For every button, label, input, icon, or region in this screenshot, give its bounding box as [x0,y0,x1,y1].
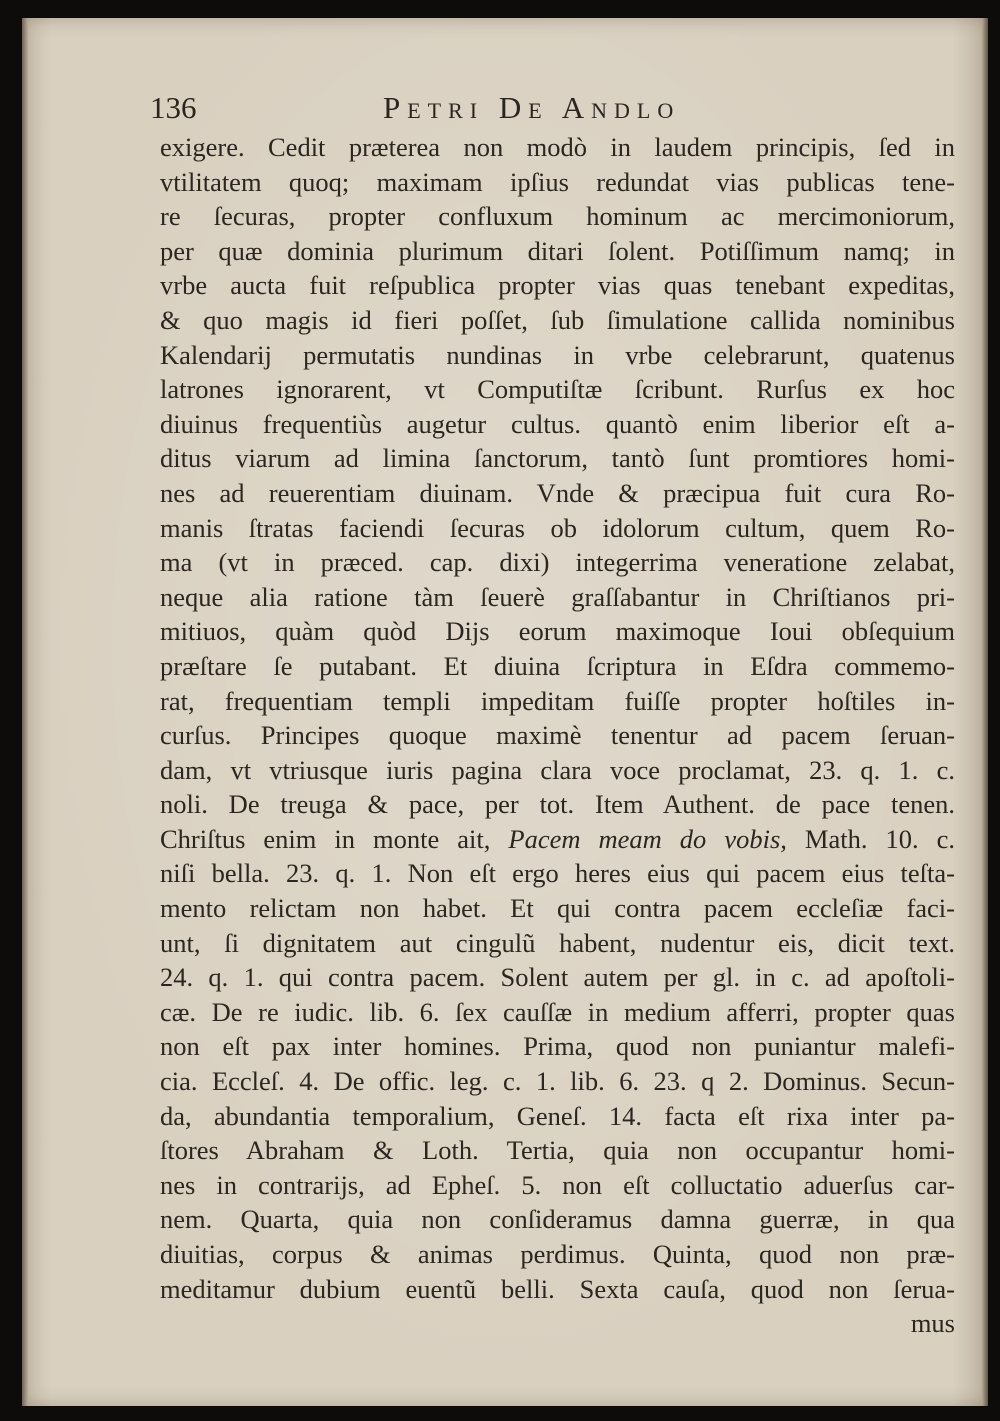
text-line: diuitias, corpus & animas perdimus. Quinta, quod non præ- [160,1239,955,1269]
text-line: ſtores Abraham & Loth. Tertia, quia non occupantur homi- [160,1135,955,1166]
page-number: 136 [150,90,197,125]
text-line: mento relictam non habet. Et qui contra pacem eccleſiæ faci- [160,893,955,924]
text-line: ma (vt in præced. cap. dixi) integerrima veneratione zelabat, [160,547,955,578]
page-edge-left [22,18,28,1406]
text-line: & quo magis id fieri poſſet, ſub ſimulatione callida nominibus [160,304,955,335]
text-line: cia. Eccleſ. 4. De offic. leg. c. 1. lib. 6. 23. q 2. Dominus. Secun- [160,1066,955,1097]
text-line: unt, ſi dignitatem aut cingulũ habent, nudentur eis, dicit text. [160,927,955,958]
text-line: re ſecuras, propter confluxum hominum ac mercimoniorum, [160,201,955,232]
text-line: meditamur dubium euentũ belli. Sexta cauſa, quod non ſerua- [160,1273,955,1304]
text-line: vtilitatem quoq; maximam ipſius redundat vias publicas tene- [160,166,955,197]
text-line: dam, vt vtriusque iuris pagina clara voce proclamat, 23. q. 1. c. [160,754,955,785]
text-line: curſus. Principes quoque maximè tenentur ad pacem ſeruan- [160,720,955,751]
catchword: mus [910,1308,955,1339]
page-edge-right [982,18,988,1406]
text-line: latrones ignorarent, vt Computiſtæ ſcribunt. Rurſus ex hoc [160,374,955,405]
text-line: manis ſtratas faciendi ſecuras ob idolorum cultum, quem Ro- [160,512,955,543]
text-line: nes in contrarijs, ad Epheſ. 5. non eſt colluctatio aduerſus car- [160,1169,955,1200]
text-line: præſtare ſe putabant. Et diuina ſcriptura in Eſdra commemo- [160,650,955,681]
quote-lead: Chriſtus enim in monte ait, [160,823,491,854]
running-title: Petri De Andlo [383,90,681,125]
page-header [150,86,950,130]
quote-citation: Math. 10. c. [804,823,956,854]
text-line: rat, frequentiam templi impeditam fuiſſe propter hoſtiles in- [160,685,955,716]
text-line: nes ad reuerentiam diuinam. Vnde & præcipua fuit cura Ro- [160,477,955,508]
text-line-with-quotation [160,822,955,857]
body-text [160,130,955,1341]
text-line: noli. De treuga & pace, per tot. Item Authent. de pace tenen. [160,789,955,820]
text-line: non eſt pax inter homines. Prima, quod non puniantur malefi- [160,1031,955,1062]
text-line: exigere. Cedit præterea non modò in laudem principis, ſed in [160,132,955,162]
text-line: 24. q. 1. qui contra pacem. Solent autem per gl. in c. ad apoſtoli- [160,962,955,993]
text-line: diuinus frequentiùs augetur cultus. quantò enim liberior eſt a- [160,408,955,439]
scripture-quotation: Pacem meam do vobis, [508,823,787,854]
text-line: per quæ dominia plurimum ditari ſolent. Potiſſimum namq; in [160,235,955,266]
text-line: mitiuos, quàm quòd Dijs eorum maximoque Ioui obſequium [160,616,955,647]
text-line: cæ. De re iudic. lib. 6. ſex cauſſæ in medium afferri, propter quas [160,996,955,1027]
text-line: da, abundantia temporalium, Geneſ. 14. facta eſt rixa inter pa- [160,1100,955,1131]
text-line: vrbe aucta fuit reſpublica propter vias quas tenebant expeditas, [160,270,955,301]
text-line: ditus viarum ad limina ſanctorum, tantò ſunt promtiores homi- [160,443,955,474]
text-line: nem. Quarta, quia non conſideramus damna guerræ, in qua [160,1204,955,1235]
text-line: Kalendarij permutatis nundinas in vrbe celebrarunt, quatenus [160,339,955,370]
text-line: neque alia ratione tàm ſeuerè graſſabantur in Chriſtianos pri- [160,581,955,612]
text-line: niſi bella. 23. q. 1. Non eſt ergo heres eius qui pacem eius teſta- [160,858,955,889]
